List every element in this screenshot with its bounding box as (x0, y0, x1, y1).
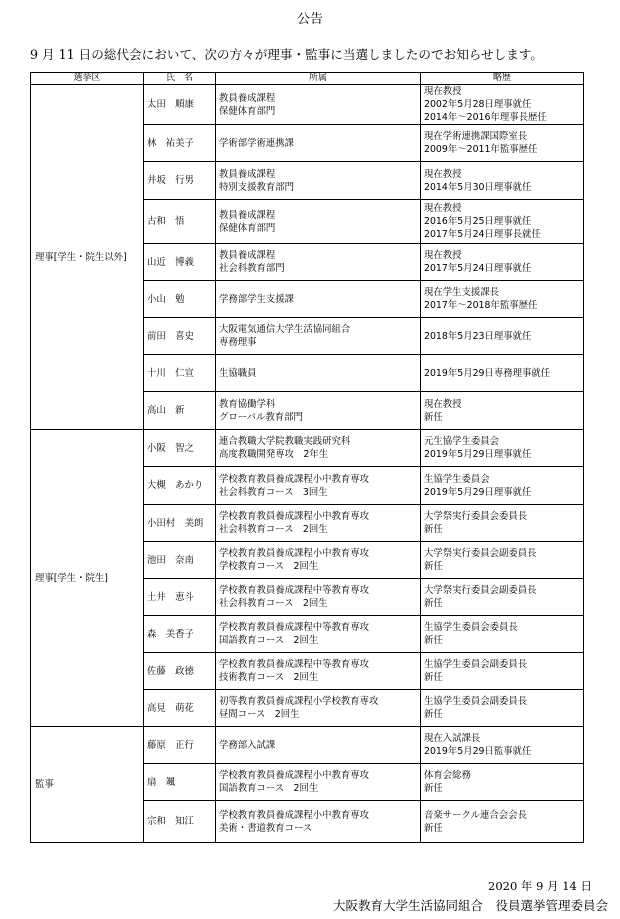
member-name: 宗和 知江 (144, 801, 216, 843)
member-name: 土井 恵斗 (144, 579, 216, 616)
member-career (421, 727, 584, 764)
career-line: 大学祭実行委員会委員長 (424, 511, 528, 522)
table-row (31, 727, 584, 764)
member-name: 佐藤 政徳 (144, 653, 216, 690)
member-name: 小田村 美朗 (144, 505, 216, 542)
member-name: 藤原 正行 (144, 727, 216, 764)
member-name: 大槻 あかり (144, 467, 216, 505)
member-name: 高山 新 (144, 392, 216, 430)
affiliation-line: 国語教育コース 2回生 (219, 783, 319, 794)
member-name: 扇 颯 (144, 764, 216, 801)
member-name: 小阪 智之 (144, 430, 216, 467)
member-career (421, 616, 584, 653)
career-line: 現在学生支援課長 (424, 287, 500, 298)
affiliation-line: 技術教育コース 2回生 (219, 672, 319, 683)
career-line: 生協学生委員会委員長 (424, 622, 518, 633)
career-line: 新任 (424, 672, 443, 683)
affiliation-line: 社会科教育コース 3回生 (219, 486, 328, 498)
member-affiliation (216, 542, 421, 579)
member-career (421, 764, 584, 801)
career-line: 2002年5月28日理事就任 (424, 99, 532, 110)
affiliation-line: 国語教育コース 2回生 (219, 635, 319, 646)
announcement-intro: 9 月 11 日の総代会において、次の方々が理事・監事に当選しましたのでお知らせします。 (30, 47, 543, 62)
career-line: 新任 (424, 709, 443, 720)
career-line: 体育会総務 (424, 770, 471, 781)
affiliation-line: 教育協働学科 (219, 398, 276, 410)
career-line: 新任 (424, 635, 443, 646)
member-affiliation (216, 653, 421, 690)
member-name: 古和 悟 (144, 200, 216, 244)
electoral-category: 理事[学生・院生] (31, 430, 144, 727)
member-affiliation (216, 85, 421, 125)
career-line: 2018年5月23日理事就任 (424, 330, 532, 342)
member-career (421, 653, 584, 690)
member-affiliation (216, 727, 421, 764)
career-line: 新任 (424, 783, 443, 794)
member-career (421, 579, 584, 616)
career-line: 生協学生委員会 (424, 473, 490, 485)
member-career (421, 430, 584, 467)
career-line: 生協学生委員会副委員長 (424, 696, 528, 707)
affiliation-line: 学校教育教員養成課程中等教育専攻 (219, 585, 370, 596)
affiliation-line: 特別支援教育部門 (219, 181, 295, 193)
member-career (421, 355, 584, 392)
career-line: 現在学術連携課国際室長 (424, 131, 528, 142)
column-header-career: 略歴 (421, 73, 584, 85)
affiliation-line: 生協職員 (219, 367, 257, 379)
affiliation-line: 高度教職開発専攻 2年生 (219, 449, 329, 460)
career-line: 2009年〜2011年監事歴任 (424, 144, 538, 155)
career-line: 2017年5月24日理事長就任 (424, 229, 541, 240)
member-affiliation (216, 467, 421, 505)
member-affiliation (216, 125, 421, 162)
affiliation-line: 専務理事 (219, 337, 257, 348)
table-header-row (31, 73, 584, 85)
member-affiliation (216, 579, 421, 616)
affiliation-line: 昼間コース 2回生 (219, 709, 300, 720)
affiliation-line: 学務部入試課 (219, 739, 276, 751)
affiliation-line: 社会科教育部門 (219, 263, 285, 274)
member-name: 林 祐美子 (144, 125, 216, 162)
member-affiliation (216, 200, 421, 244)
member-career (421, 85, 584, 125)
career-line: 2014年5月30日理事就任 (424, 181, 532, 193)
member-affiliation (216, 764, 421, 801)
table-row (31, 430, 584, 467)
affiliation-line: 連合教職大学院教職実践研究科 (219, 436, 351, 447)
affiliation-line: 学校教育教員養成課程中等教育専攻 (219, 659, 370, 670)
affiliation-line: 教員養成課程 (219, 92, 276, 104)
member-name: 前田 喜史 (144, 318, 216, 355)
career-line: 新任 (424, 822, 443, 834)
career-line: 2019年5月29日監事就任 (424, 746, 532, 757)
career-line: 2014年〜2016年理事長歴任 (424, 112, 547, 123)
member-career (421, 690, 584, 727)
career-line: 大学祭実行委員会副委員長 (424, 585, 537, 596)
affiliation-line: 学校教育教員養成課程小中教育専攻 (219, 511, 370, 522)
career-line: 2019年5月29日理事就任 (424, 449, 532, 460)
member-career (421, 162, 584, 200)
member-name: 井坂 行男 (144, 162, 216, 200)
affiliation-line: 美術・書道教育コース (219, 822, 313, 834)
career-line: 大学祭実行委員会副委員長 (424, 548, 537, 559)
electoral-category: 監事 (31, 727, 144, 843)
career-line: 現在教授 (424, 86, 462, 97)
member-affiliation (216, 392, 421, 430)
affiliation-line: 社会科教育コース 2回生 (219, 598, 328, 609)
issuing-organization: 大阪教育大学生活協同組合 役員選挙管理委員会 (332, 898, 608, 913)
career-line: 2019年5月29日専務理事就任 (424, 367, 551, 379)
affiliation-line: 教員養成課程 (219, 209, 276, 221)
column-header-affiliation: 所属 (216, 73, 421, 85)
career-line: 音楽サークル連合会会長 (424, 809, 527, 821)
affiliation-line: 大阪電気通信大学生活協同組合 (219, 324, 351, 335)
career-line: 2017年5月24日理事就任 (424, 263, 532, 274)
table-row (31, 85, 584, 125)
member-name: 高見 萌花 (144, 690, 216, 727)
member-affiliation (216, 801, 421, 843)
career-line: 元生協学生委員会 (424, 436, 500, 447)
career-line: 2017年〜2018年監事歴任 (424, 300, 538, 311)
member-career (421, 467, 584, 505)
career-line: 現在入試課長 (424, 733, 481, 744)
member-career (421, 125, 584, 162)
member-affiliation (216, 281, 421, 318)
member-career (421, 505, 584, 542)
affiliation-line: 学校教育教員養成課程小中教育専攻 (219, 770, 370, 781)
affiliation-line: 社会科教育コース 2回生 (219, 524, 328, 535)
career-line: 現在教授 (424, 398, 462, 410)
member-name: 山近 博義 (144, 244, 216, 281)
election-results-table (30, 72, 584, 843)
member-name: 太田 順康 (144, 85, 216, 125)
table-body (31, 85, 584, 843)
member-career (421, 244, 584, 281)
member-affiliation (216, 244, 421, 281)
career-line: 2016年5月25日理事就任 (424, 216, 532, 227)
member-name: 池田 奈南 (144, 542, 216, 579)
member-career (421, 281, 584, 318)
page-title: 公告 (296, 12, 323, 27)
announcement-date: 2020 年 9 月 14 日 (488, 879, 592, 893)
career-line: 生協学生委員会副委員長 (424, 659, 528, 670)
affiliation-line: 保健体育部門 (219, 105, 276, 117)
member-affiliation (216, 430, 421, 467)
member-name: 十川 仁宣 (144, 355, 216, 392)
affiliation-line: 学務部学生支援課 (219, 293, 295, 305)
affiliation-line: 学校教育教員養成課程小中教育専攻 (219, 809, 370, 821)
column-header-category: 選挙区 (31, 73, 144, 85)
member-career (421, 542, 584, 579)
affiliation-line: 学術部学術連携課 (219, 137, 295, 149)
member-name: 森 美香子 (144, 616, 216, 653)
career-line: 新任 (424, 561, 443, 572)
member-affiliation (216, 505, 421, 542)
affiliation-line: 教員養成課程 (219, 250, 276, 261)
career-line: 新任 (424, 411, 443, 423)
member-career (421, 200, 584, 244)
member-affiliation (216, 318, 421, 355)
career-line: 2019年5月29日理事就任 (424, 486, 532, 498)
member-affiliation (216, 616, 421, 653)
member-affiliation (216, 162, 421, 200)
member-career (421, 801, 584, 843)
affiliation-line: 学校教育教員養成課程小中教育専攻 (219, 473, 370, 485)
column-header-name: 氏 名 (144, 73, 216, 85)
member-affiliation (216, 690, 421, 727)
career-line: 新任 (424, 598, 443, 609)
career-line: 現在教授 (424, 250, 462, 261)
member-career (421, 318, 584, 355)
affiliation-line: 学校教育教員養成課程小中教育専攻 (219, 548, 370, 559)
career-line: 現在教授 (424, 168, 462, 180)
electoral-category: 理事[学生・院生以外] (31, 85, 144, 430)
member-name: 小山 勉 (144, 281, 216, 318)
affiliation-line: 学校教育教員養成課程中等教育専攻 (219, 622, 370, 633)
affiliation-line: 学校教育コース 2回生 (219, 561, 319, 572)
career-line: 新任 (424, 524, 443, 535)
affiliation-line: 保健体育部門 (219, 222, 276, 234)
career-line: 現在教授 (424, 203, 462, 214)
affiliation-line: 教員養成課程 (219, 168, 276, 180)
member-career (421, 392, 584, 430)
affiliation-line: グローバル教育部門 (219, 411, 303, 423)
affiliation-line: 初等教育教員養成課程小学校教育専攻 (219, 696, 379, 707)
member-affiliation (216, 355, 421, 392)
